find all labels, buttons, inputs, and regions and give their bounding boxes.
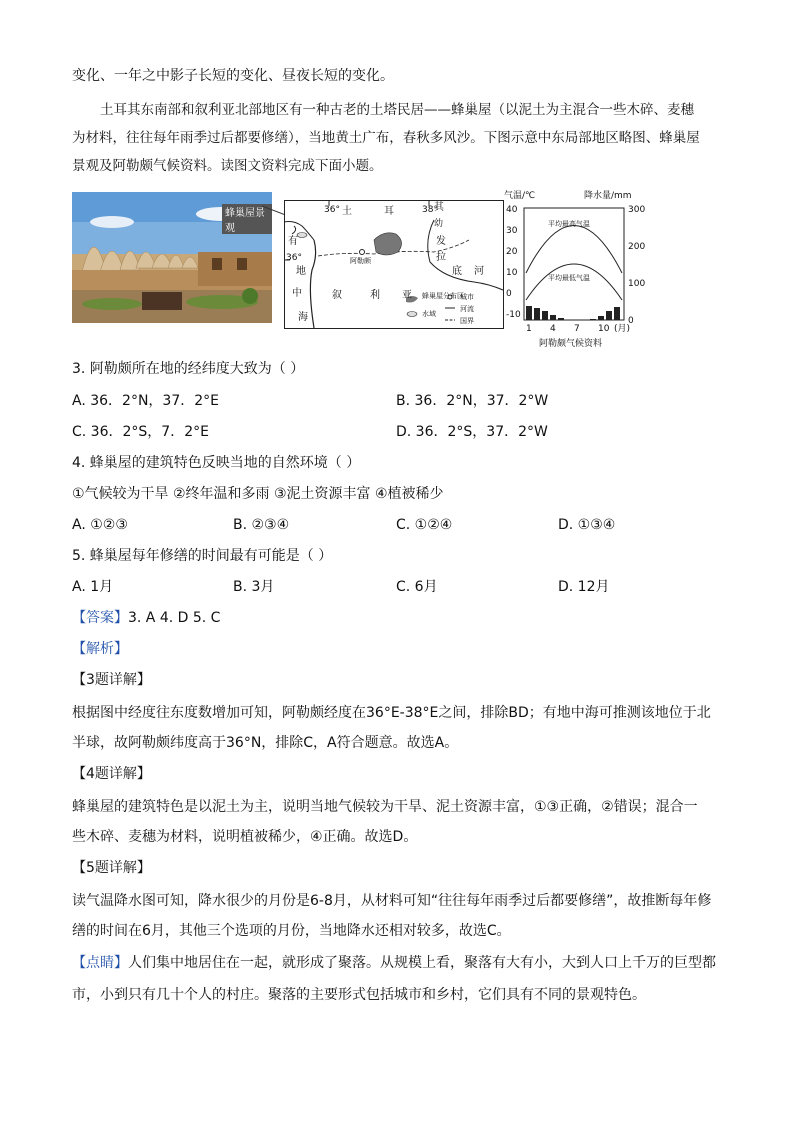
month-tick-label: 4 (550, 324, 556, 334)
detail-3-line-1: 根据图中经度往东度数增加可知，阿勒颇经度在36°E-38°E之间，排除BD；有地中海可推测该地位于北 (72, 705, 711, 721)
syria-char-1: 叙 (332, 290, 342, 301)
temp-tick-label: 30 (506, 226, 518, 236)
precip-axis-label: 降水量/mm (584, 191, 632, 201)
city-label: 阿勒颇 (350, 257, 371, 265)
syria-char-2: 利 (370, 290, 380, 301)
q4-option-b[interactable]: B. ②③④ (233, 517, 290, 533)
precip-bar (558, 318, 564, 320)
detail-4-line-2: 些木碎、麦穗为材料，说明植被稀少，④正确。故选D。 (72, 829, 418, 845)
river-char-2: 发 (436, 236, 446, 247)
analysis-tag: 【解析】 (72, 641, 128, 657)
q5-option-a[interactable]: A. 1月 (72, 579, 114, 595)
precip-bar (550, 315, 556, 320)
beehive-house-photo (72, 192, 272, 323)
lon-right-label: 38° (422, 205, 438, 215)
answer-text: 3. A 4. D 5. C (128, 610, 221, 626)
region-map (284, 200, 504, 329)
precip-bar (598, 316, 604, 320)
dianjing-text-1: 人们集中地居住在一起，就形成了聚落。从规模上看，聚落有大有小，大到人口上千万的巨型都 (128, 955, 716, 971)
min-curve-label: 平均最低气温 (548, 274, 590, 282)
q3-option-c[interactable]: C. 36．2°S，7．2°E (72, 424, 209, 440)
precip-tick-label: 200 (628, 242, 646, 252)
precip-bar (590, 319, 596, 320)
month-tick-label: 7 (574, 324, 580, 334)
river-char-5: 河 (474, 266, 484, 277)
detail-4-tag: 【4题详解】 (72, 766, 151, 782)
detail-3-tag: 【3题详解】 (72, 672, 151, 688)
precip-tick-label: 0 (628, 316, 634, 326)
answer-line (72, 608, 220, 628)
turkey-char-2: 耳 (384, 206, 394, 217)
dianjing-line-1 (72, 953, 716, 973)
lat-left-label: 36° (286, 253, 302, 263)
temp-tick-label: 10 (506, 268, 518, 278)
q3-option-d[interactable]: D. 36．2°S，37．2°W (396, 424, 548, 440)
detail-4-line-1: 蜂巢屋的建筑特色是以泥土为主，说明当地气候较为干旱、泥土资源丰富，①③正确，②错误；混合一 (72, 799, 698, 815)
passage-line-3: 景观及阿勒颇气候资料。读图文资料完成下面小题。 (72, 158, 383, 174)
climate-chart (504, 188, 654, 348)
legend-water-label: 水域 (422, 310, 436, 318)
detail-3-line-2: 半球，故阿勒颇纬度高于36°N，排除C，A符合题意。故选A。 (72, 735, 459, 751)
intro-line: 变化、一年之中影子长短的变化、昼夜长短的变化。 (72, 68, 394, 84)
temp-tick-label: -10 (506, 310, 521, 320)
temp-tick-label: 0 (506, 289, 512, 299)
q4-option-c[interactable]: C. ①②④ (396, 517, 453, 533)
dianjing-tag: 【点睛】 (72, 955, 128, 971)
q4-stem: 4. 蜂巢屋的建筑特色反映当地的自然环境（ ） (72, 455, 361, 471)
q4-option-d[interactable]: D. ①③④ (558, 517, 616, 533)
sea-char-3: 中 (292, 288, 302, 299)
passage-line-2: 为材料，往往每年雨季过后都要修缮），当地黄土广布，春秋多风沙。下图示意中东局部地区略图、蜂巢屋 (72, 130, 700, 146)
sea-char-1: 有 (288, 236, 298, 247)
q4-items: ①气候较为干旱 ②终年温和多雨 ③泥土资源丰富 ④植被稀少 (72, 486, 444, 502)
month-tick-label: 10 (598, 324, 610, 334)
sea-char-2: 地 (296, 266, 306, 277)
turkey-char-3: 其 (434, 202, 444, 213)
q5-option-d[interactable]: D. 12月 (558, 579, 610, 595)
q3-option-a[interactable]: A. 36．2°N，37．2°E (72, 393, 219, 409)
precip-bar (614, 307, 620, 320)
temp-tick-label: 40 (506, 205, 518, 215)
detail-5-line-2: 缮的时间在6月，其他三个选项的月份，当地降水还相对较多，故选C。 (72, 923, 511, 939)
precip-bar (526, 306, 532, 320)
figure-group (72, 188, 652, 350)
legend-area-label: 蜂巢屋分布区 (422, 292, 464, 300)
legend-border-label: 国界 (460, 317, 474, 325)
river-char-3: 拉 (436, 252, 446, 263)
q5-option-c[interactable]: C. 6月 (396, 579, 438, 595)
temp-tick-label: 20 (506, 247, 518, 257)
precip-tick-label: 100 (628, 279, 646, 289)
river-char-4: 底 (452, 266, 462, 277)
detail-5-line-1: 读气温降水图可知，降水很少的月份是6-8月，从材料可知“往往每年雨季过后都要修缮”，故推断每年修 (72, 893, 712, 909)
photo-label: 蜂巢屋景观 (222, 204, 272, 234)
legend-river-label: 河流 (460, 305, 474, 313)
turkey-char-1: 土 (342, 206, 352, 217)
precip-tick-label: 300 (628, 205, 646, 215)
temp-axis-label: 气温/℃ (504, 191, 536, 201)
lat-top-label: 36° (324, 205, 340, 215)
climate-caption: 阿勒颇气候资料 (539, 339, 603, 348)
month-tick-label: 1 (526, 324, 532, 334)
answer-tag: 【答案】 (72, 610, 128, 626)
month-tick-label: (月) (614, 324, 631, 334)
max-curve-label: 平均最高气温 (548, 220, 590, 228)
q4-option-a[interactable]: A. ①②③ (72, 517, 128, 533)
river-char-1: 幼 (434, 219, 444, 229)
legend-city-label: 城市 (460, 293, 474, 301)
syria-char-3: 亚 (402, 290, 412, 301)
sea-char-4: 海 (298, 312, 308, 323)
passage-line-1: 土耳其东南部和叙利亚北部地区有一种古老的土塔民居——蜂巢屋（以泥土为主混合一些木碎、麦穗 (100, 102, 694, 118)
precip-bar (534, 308, 540, 320)
q5-stem: 5. 蜂巢屋每年修缮的时间最有可能是（ ） (72, 548, 333, 564)
detail-5-tag: 【5题详解】 (72, 860, 151, 876)
precip-bar (542, 311, 548, 320)
precip-bar (606, 311, 612, 320)
q3-stem: 3. 阿勒颇所在地的经纬度大致为（ ） (72, 361, 305, 377)
q3-option-b[interactable]: B. 36．2°N，37．2°W (396, 393, 549, 409)
dianjing-line-2: 市，小到只有几十个人的村庄。聚落的主要形式包括城市和乡村，它们具有不同的景观特色。 (72, 987, 646, 1003)
q5-option-b[interactable]: B. 3月 (233, 579, 275, 595)
